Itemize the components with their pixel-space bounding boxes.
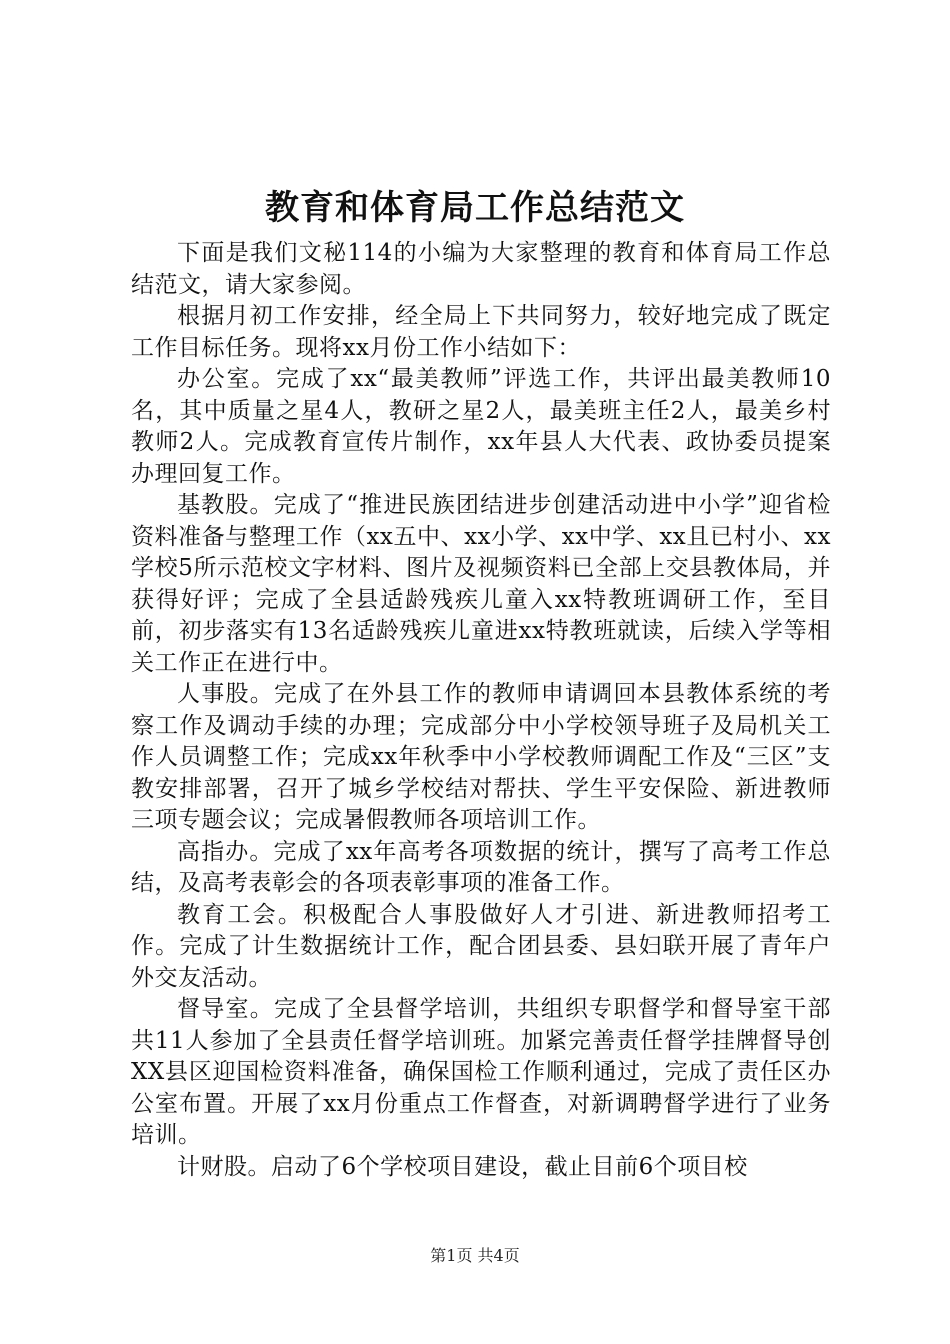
paragraph-basic-education: 基教股。完成了“推进民族团结进步创建活动进中小学”迎省检资料准备与整理工作（xx五中、xx小学、xx中学、xx且已村小、xx学校5所示范校文字材料、图片及视频资料已全部上交县教体局，并获得好评；完成了全县适龄残疾儿童入xx特教班调研工作，至目前，初步落实有13名适龄残疾儿童进xx特教班就读，后续入学等相关工作正在进行中。 (131, 492, 831, 676)
paragraph-supervision: 督导室。完成了全县督学培训，共组织专职督学和督导室干部共11人参加了全县责任督学培训班。加紧完善责任督学挂牌督导创XX县区迎国检资料准备，确保国检工作顺利通过，完成了责任区办公室布置。开展了xx月份重点工作督查，对新调聘督学进行了业务培训。 (131, 996, 831, 1148)
page-number-footer: 第1页 共4页 (430, 1246, 520, 1265)
paragraph-office: 办公室。完成了xx“最美教师”评选工作，共评出最美教师10名，其中质量之星4人，教研之星2人，最美班主任2人，最美乡村教师2人。完成教育宣传片制作，xx年县人大代表、政协委员提案办理回复工作。 (131, 366, 831, 487)
paragraph-union: 教育工会。积极配合人事股做好人才引进、新进教师招考工作。完成了计生数据统计工作，配合团县委、县妇联开展了青年户外交友活动。 (131, 901, 831, 991)
paragraph-intro: 下面是我们文秘114的小编为大家整理的教育和体育局工作总结范文，请大家参阅。 (131, 240, 831, 298)
document-body (131, 238, 831, 1183)
document-title: 教育和体育局工作总结范文 (265, 188, 685, 228)
paragraph-personnel: 人事股。完成了在外县工作的教师申请调回本县教体系统的考察工作及调动手续的办理；完成部分中小学校领导班子及局机关工作人员调整工作；完成xx年秋季中小学校教师调配工作及“三区”支教安排部署，召开了城乡学校结对帮扶、学生平安保险、新进教师三项专题会议；完成暑假教师各项培训工作。 (131, 681, 831, 833)
paragraph-overview: 根据月初工作安排，经全局上下共同努力，较好地完成了既定工作目标任务。现将xx月份工作小结如下： (131, 303, 831, 361)
paragraph-gaokao-office: 高指办。完成了xx年高考各项数据的统计，撰写了高考工作总结，及高考表彰会的各项表彰事项的准备工作。 (131, 838, 831, 896)
paragraph-finance: 计财股。启动了6个学校项目建设，截止目前6个项目校 (177, 1153, 748, 1180)
